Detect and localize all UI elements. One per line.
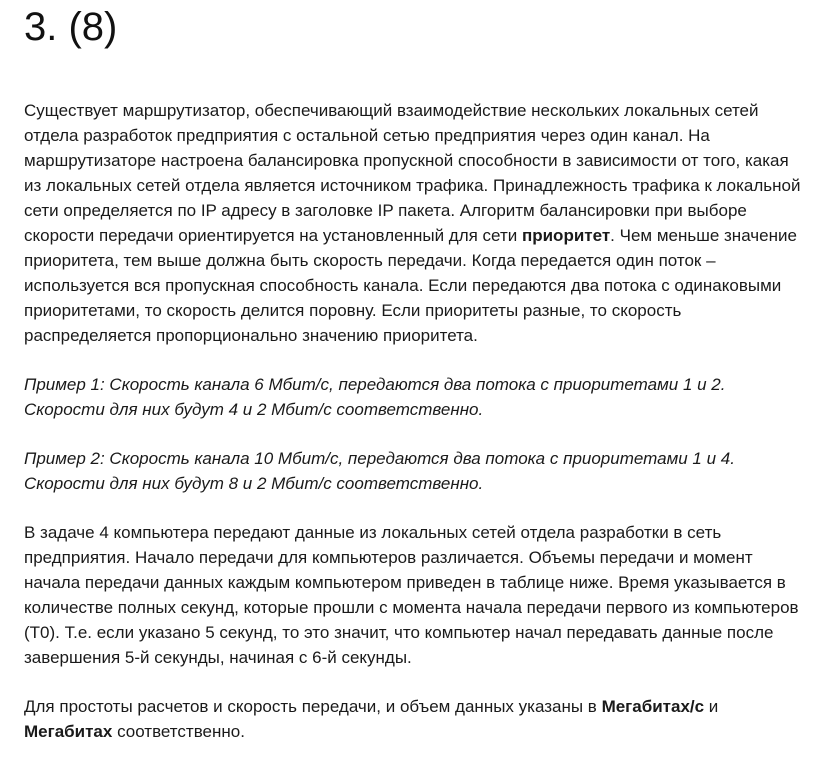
volume-unit-term: Мегабитах <box>24 722 113 741</box>
intro-paragraph <box>24 98 804 348</box>
units-text-middle: и <box>704 697 719 716</box>
speed-unit-term: Мегабитах/с <box>601 697 705 716</box>
units-paragraph <box>24 694 804 744</box>
intro-text-start: Существует маршрутизатор, обеспечивающий взаимодействие нескольких локальных сетей отдела разработок предприятия с остальной сетью предприятия через один канал. На маршрутизаторе настроена балансировка пропускной способности в зависимости от того, какая из локальных сетей отдела является источником трафика. Принадлежность трафика к локальной сети определяется по IP адресу в заголовке IP пакета. Алгоритм балансировки при выборе скорости передачи ориентируется на установленный для сети <box>24 101 801 245</box>
units-text-end: соответственно. <box>112 722 245 741</box>
document-body <box>24 98 804 768</box>
task-paragraph: В задаче 4 компьютера передают данные из локальных сетей отдела разработки в сеть предприятия. Начало передачи для компьютеров различается. Объемы передачи и момент начала передачи данных каждым компьютером приведен в таблице ниже. Время указывается в количестве полных секунд, которые прошли с момента начала передачи первого из компьютеров (T0). Т.е. если указано 5 секунд, то это значит, что компьютер начал передавать данные после завершения 5-й секунды, начиная с 6-й секунды. <box>24 523 799 667</box>
example-1: Пример 1: Скорость канала 6 Мбит/с, передаются два потока с приоритетами 1 и 2. Скорости для них будут 4 и 2 Мбит/с соответственно. <box>24 375 726 419</box>
page-title: 3. (8) <box>24 5 118 49</box>
example-2: Пример 2: Скорость канала 10 Мбит/с, передаются два потока с приоритетами 1 и 4. Скорости для них будут 8 и 2 Мбит/с соответственно. <box>24 449 735 493</box>
intro-text-end: . Чем меньше значение приоритета, тем выше должна быть скорость передачи. Когда передается один поток – используется вся пропускная способность канала. Если передаются два потока с одинаковыми приоритетами, то скорость делится поровну. Если приоритеты разные, то скорость распределяется пропорционально значению приоритета. <box>24 226 797 345</box>
priority-term: приоритет <box>521 226 611 245</box>
units-text-start: Для простоты расчетов и скорость передачи, и объем данных указаны в <box>24 697 602 716</box>
